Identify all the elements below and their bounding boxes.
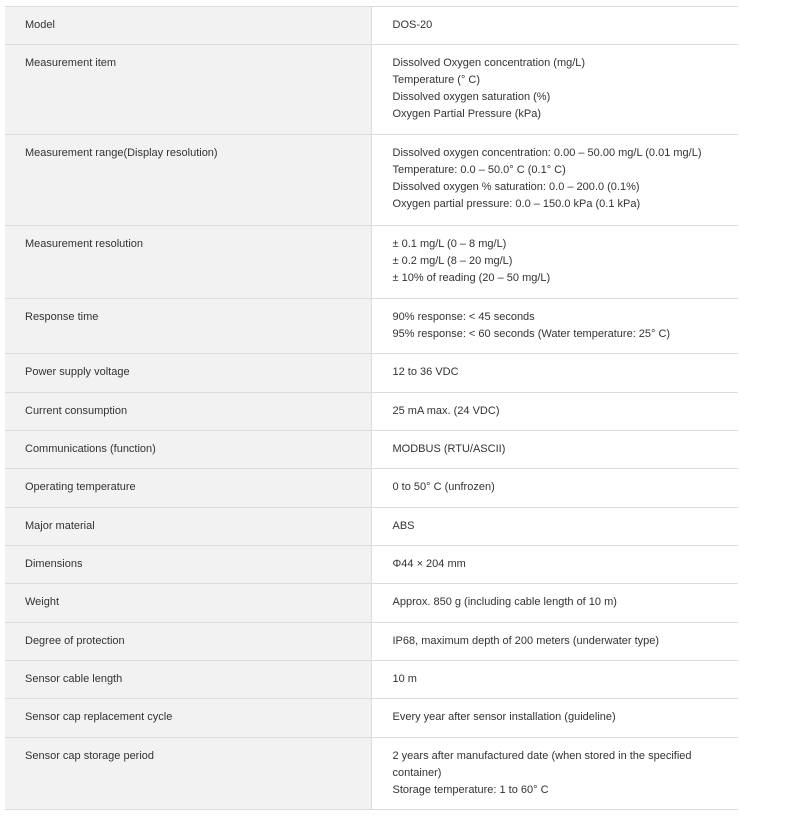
spec-value-line: Dissolved oxygen concentration: 0.00 – 50.00 mg/L (0.01 mg/L) (392, 147, 702, 159)
spec-row (5, 738, 738, 810)
spec-value (371, 135, 738, 226)
spec-value-line: Oxygen partial pressure: 0.0 – 150.0 kPa (0.1 kPa) (392, 198, 641, 210)
spec-label: Sensor cable length (5, 661, 371, 699)
spec-label: Sensor cap replacement cycle (5, 699, 371, 738)
spec-row (5, 226, 738, 299)
spec-value-line: MODBUS (RTU/ASCII) (392, 443, 506, 455)
spec-label: Measurement item (5, 45, 371, 135)
spec-value (371, 738, 738, 810)
spec-label: Dimensions (5, 546, 371, 584)
spec-value-line: Oxygen Partial Pressure (kPa) (392, 108, 542, 120)
spec-value-line: IP68, maximum depth of 200 meters (underwater type) (392, 635, 660, 647)
spec-label: Weight (5, 584, 371, 623)
spec-value (371, 7, 738, 45)
specifications-table-body (5, 7, 738, 810)
spec-row (5, 45, 738, 135)
spec-label: Current consumption (5, 393, 371, 431)
spec-row (5, 469, 738, 508)
spec-value (371, 699, 738, 738)
spec-value-line: DOS-20 (392, 19, 433, 31)
spec-label: Power supply voltage (5, 354, 371, 393)
spec-value (371, 623, 738, 661)
spec-value-line: Φ44 × 204 mm (392, 558, 466, 570)
spec-row (5, 7, 738, 45)
spec-value-line: Every year after sensor installation (guideline) (392, 711, 616, 723)
spec-label: Response time (5, 299, 371, 354)
spec-value-line: Temperature: 0.0 – 50.0° C (0.1° C) (392, 164, 566, 176)
spec-value (371, 299, 738, 354)
spec-row (5, 699, 738, 738)
spec-label: Major material (5, 508, 371, 546)
spec-value-line: ± 0.1 mg/L (0 – 8 mg/L) (392, 238, 507, 250)
spec-label: Sensor cap storage period (5, 738, 371, 810)
spec-value-line: 10 m (392, 673, 417, 685)
spec-value (371, 661, 738, 699)
spec-value-line: 90% response: < 45 seconds (392, 311, 535, 323)
spec-value-line: ± 10% of reading (20 – 50 mg/L) (392, 272, 551, 284)
spec-label: Operating temperature (5, 469, 371, 508)
spec-row (5, 135, 738, 226)
spec-row (5, 393, 738, 431)
spec-value-line: ABS (392, 520, 415, 532)
spec-row (5, 546, 738, 584)
spec-value-line: 95% response: < 60 seconds (Water temperature: 25° C) (392, 328, 671, 340)
spec-value (371, 469, 738, 508)
spec-value-line: Approx. 850 g (including cable length of 10 m) (392, 596, 617, 608)
spec-value-line: Dissolved oxygen % saturation: 0.0 – 200.0 (0.1%) (392, 181, 640, 193)
spec-value-line: 12 to 36 VDC (392, 366, 459, 378)
spec-value (371, 393, 738, 431)
spec-value-line: 25 mA max. (24 VDC) (392, 405, 500, 417)
spec-value-line: Dissolved oxygen saturation (%) (392, 91, 551, 103)
spec-value (371, 354, 738, 393)
spec-value (371, 45, 738, 135)
spec-label: Model (5, 7, 371, 45)
spec-value (371, 508, 738, 546)
spec-row (5, 299, 738, 354)
spec-value (371, 431, 738, 469)
spec-value (371, 546, 738, 584)
spec-row (5, 508, 738, 546)
specifications-table (5, 6, 738, 810)
spec-row (5, 431, 738, 469)
spec-label: Measurement resolution (5, 226, 371, 299)
spec-label: Measurement range(Display resolution) (5, 135, 371, 226)
spec-row (5, 354, 738, 393)
spec-value-line: Storage temperature: 1 to 60° C (392, 784, 549, 796)
spec-row (5, 584, 738, 623)
spec-row (5, 661, 738, 699)
spec-value-line: Temperature (° C) (392, 74, 481, 86)
spec-value-line: ± 0.2 mg/L (8 – 20 mg/L) (392, 255, 513, 267)
spec-label: Communications (function) (5, 431, 371, 469)
spec-value-line: 0 to 50° C (unfrozen) (392, 481, 495, 493)
spec-value-line: 2 years after manufactured date (when stored in the specified container) (392, 750, 692, 779)
spec-value (371, 584, 738, 623)
spec-value (371, 226, 738, 299)
spec-value-line: Dissolved Oxygen concentration (mg/L) (392, 57, 586, 69)
spec-label: Degree of protection (5, 623, 371, 661)
spec-row (5, 623, 738, 661)
